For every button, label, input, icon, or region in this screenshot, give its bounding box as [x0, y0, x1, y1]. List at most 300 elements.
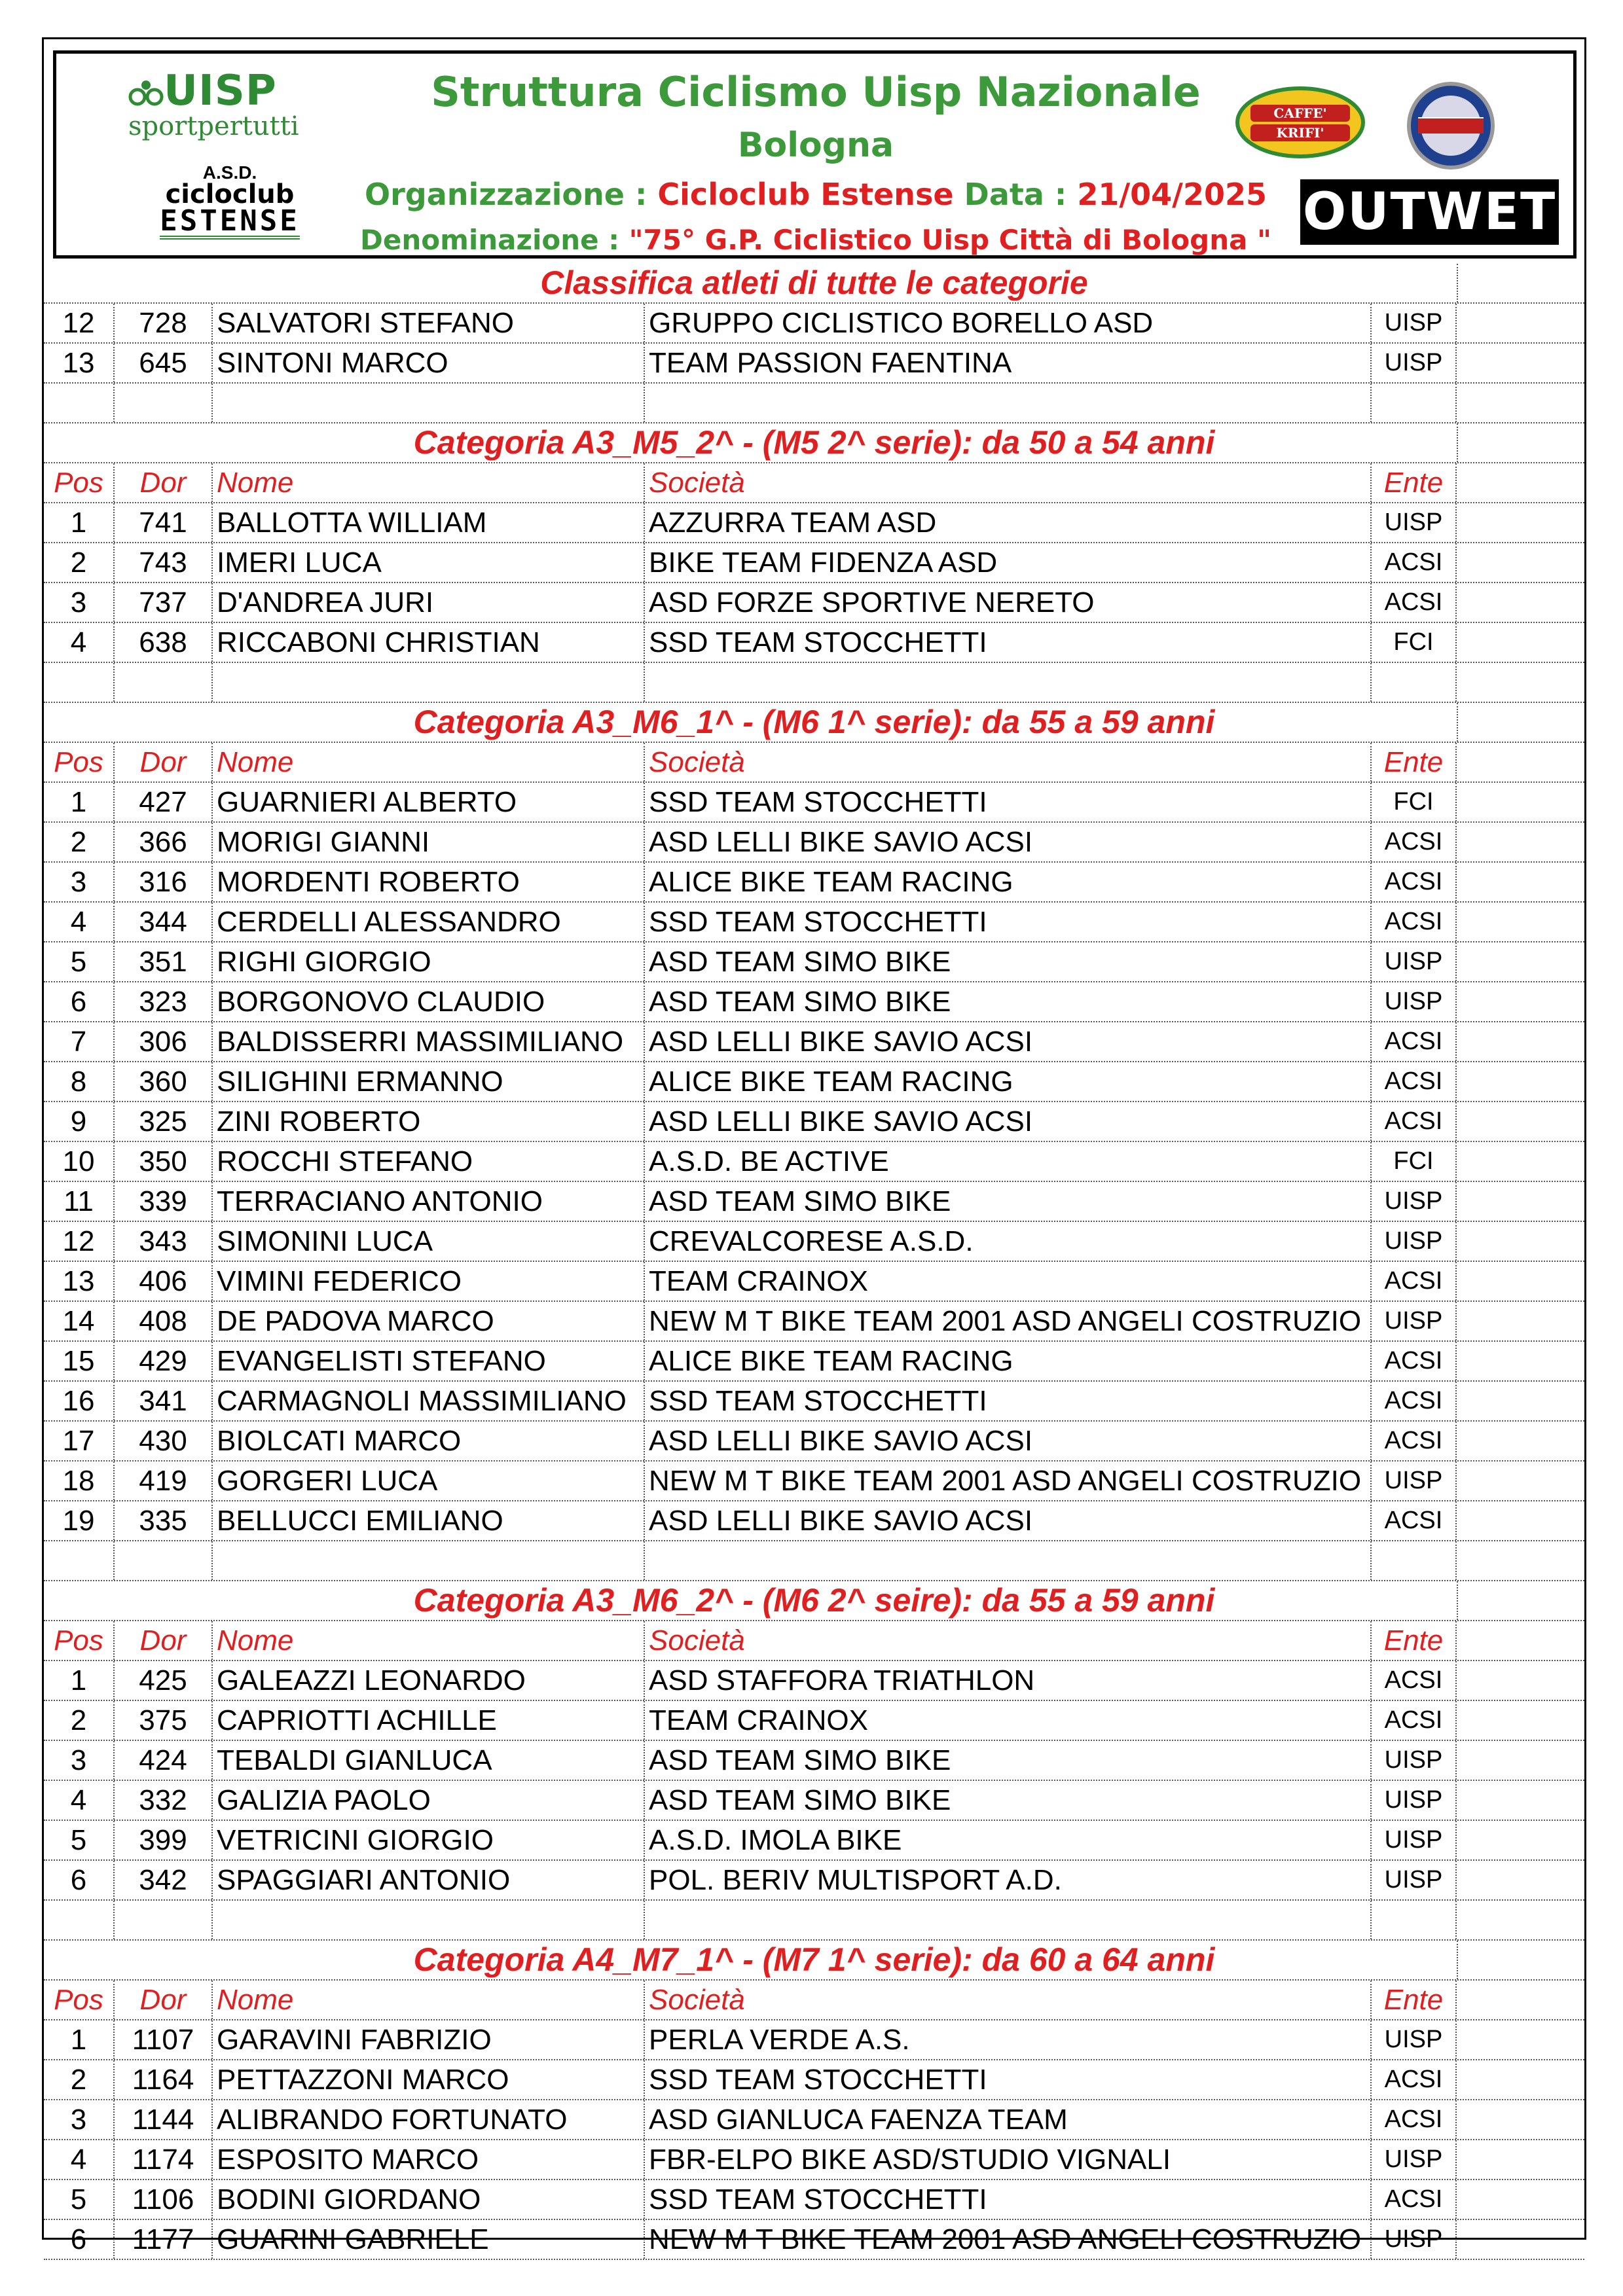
- cell-position: 3: [44, 863, 115, 901]
- result-row: [44, 1182, 1584, 1222]
- cell-blank: [1457, 503, 1584, 542]
- cell-position: 13: [44, 344, 115, 382]
- cell-bib-number: 645: [115, 344, 213, 382]
- cell-athlete-name: ROCCHI STEFANO: [213, 1142, 645, 1181]
- cell-bib-number: 339: [115, 1182, 213, 1221]
- result-row: [44, 1821, 1584, 1861]
- cell-ente: UISP: [1372, 344, 1457, 382]
- cell-ente: UISP: [1372, 2220, 1457, 2259]
- cell-position: [44, 663, 115, 702]
- cell-athlete-name: [213, 663, 645, 702]
- cell-bib-number: 375: [115, 1701, 213, 1740]
- cell-position: [44, 384, 115, 422]
- cell-society: GRUPPO CICLISTICO BORELLO ASD: [645, 304, 1372, 342]
- cell-blank: [1457, 982, 1584, 1021]
- header-cell-bib-number: Dor: [115, 1981, 213, 2019]
- cell-bib-number: 741: [115, 503, 213, 542]
- cell-position: 2: [44, 543, 115, 582]
- cell-athlete-name: BALDISSERRI MASSIMILIANO: [213, 1022, 645, 1061]
- category-row-divider: [44, 423, 1458, 462]
- cell-ente: ACSI: [1372, 583, 1457, 622]
- cell-society: [645, 1541, 1372, 1580]
- date-label: Data :: [953, 177, 1078, 212]
- header-cell-athlete-name: Nome: [213, 1621, 645, 1660]
- cell-ente: UISP: [1372, 2140, 1457, 2179]
- result-row: [44, 2180, 1584, 2220]
- result-row: [44, 543, 1584, 583]
- header-cell-bib-number: Dor: [115, 463, 213, 502]
- cell-position: 9: [44, 1102, 115, 1141]
- cell-blank: [1457, 543, 1584, 582]
- result-row: [44, 1022, 1584, 1062]
- cell-blank: [1457, 1182, 1584, 1221]
- cell-ente: ACSI: [1372, 2180, 1457, 2219]
- cell-bib-number: 341: [115, 1382, 213, 1420]
- cell-bib-number: [115, 663, 213, 702]
- cell-athlete-name: RICCABONI CHRISTIAN: [213, 623, 645, 662]
- cell-athlete-name: CAPRIOTTI ACHILLE: [213, 1701, 645, 1740]
- cell-ente: ACSI: [1372, 1382, 1457, 1420]
- cell-blank: [1457, 1222, 1584, 1261]
- cell-society: NEW M T BIKE TEAM 2001 ASD ANGELI COSTRUZIO: [645, 2220, 1372, 2259]
- cell-position: 4: [44, 1781, 115, 1820]
- cell-position: 18: [44, 1462, 115, 1500]
- cell-blank: [1457, 1741, 1584, 1780]
- column-header-row: [44, 743, 1584, 783]
- header-cell-ente: Ente: [1372, 463, 1457, 502]
- cell-position: 2: [44, 823, 115, 861]
- category-row-divider: [44, 703, 1458, 742]
- result-row: [44, 823, 1584, 863]
- cell-ente: ACSI: [1372, 1501, 1457, 1540]
- cell-ente: ACSI: [1372, 1701, 1457, 1740]
- cell-bib-number: 350: [115, 1142, 213, 1181]
- caffe-logo-bottom: KRIFI': [1276, 125, 1324, 141]
- cell-athlete-name: BORGONOVO CLAUDIO: [213, 982, 645, 1021]
- cell-blank: [1457, 1541, 1584, 1580]
- cell-bib-number: 306: [115, 1022, 213, 1061]
- category-title-row: [44, 264, 1584, 304]
- cell-athlete-name: MORIGI GIANNI: [213, 823, 645, 861]
- cell-blank: [1457, 623, 1584, 662]
- result-row: [44, 1382, 1584, 1422]
- cell-society: ALICE BIKE TEAM RACING: [645, 1342, 1372, 1380]
- header-cell-society: Società: [645, 1621, 1372, 1660]
- cell-position: 12: [44, 304, 115, 342]
- cell-blank: [1457, 304, 1584, 342]
- cell-bib-number: 332: [115, 1781, 213, 1820]
- cell-blank: [1457, 663, 1584, 702]
- results-table: [44, 264, 1584, 2260]
- cell-ente: ACSI: [1372, 1262, 1457, 1300]
- category-title-row: [44, 1941, 1584, 1981]
- cell-bib-number: [115, 384, 213, 422]
- cell-bib-number: 430: [115, 1422, 213, 1460]
- cell-bib-number: 1174: [115, 2140, 213, 2179]
- cell-ente: ACSI: [1372, 1342, 1457, 1380]
- cell-athlete-name: SIMONINI LUCA: [213, 1222, 645, 1261]
- cell-position: 6: [44, 982, 115, 1021]
- result-row: [44, 1501, 1584, 1541]
- cell-athlete-name: GALIZIA PAOLO: [213, 1781, 645, 1820]
- cell-ente: UISP: [1372, 1821, 1457, 1859]
- cell-society: NEW M T BIKE TEAM 2001 ASD ANGELI COSTRUZIO: [645, 1302, 1372, 1340]
- cell-bib-number: 399: [115, 1821, 213, 1859]
- cell-position: 1: [44, 503, 115, 542]
- category-title: Categoria A3_M6_1^ - (M6 1^ serie): da 55 a 59 anni: [413, 704, 1215, 740]
- cell-bib-number: 1164: [115, 2060, 213, 2099]
- cell-society: TEAM PASSION FAENTINA: [645, 344, 1372, 382]
- cell-ente: UISP: [1372, 1741, 1457, 1780]
- header-cell-bib-number: Dor: [115, 743, 213, 781]
- cell-blank: [1457, 863, 1584, 901]
- cell-society: SSD TEAM STOCCHETTI: [645, 903, 1372, 941]
- cell-bib-number: 424: [115, 1741, 213, 1780]
- result-row: [44, 1222, 1584, 1262]
- cell-blank: [1457, 384, 1584, 422]
- cell-athlete-name: SINTONI MARCO: [213, 344, 645, 382]
- header-denomination-line: [292, 224, 1340, 256]
- cell-ente: ACSI: [1372, 2100, 1457, 2139]
- result-row: [44, 1462, 1584, 1501]
- cell-society: AZZURRA TEAM ASD: [645, 503, 1372, 542]
- header-cell-athlete-name: Nome: [213, 743, 645, 781]
- cell-society: ALICE BIKE TEAM RACING: [645, 1062, 1372, 1101]
- category-title-row: [44, 1581, 1584, 1621]
- category-title: Categoria A3_M6_2^ - (M6 2^ seire): da 55 a 59 anni: [413, 1582, 1215, 1619]
- cell-society: ASD LELLI BIKE SAVIO ACSI: [645, 1422, 1372, 1460]
- cell-blank: [1457, 2100, 1584, 2139]
- cell-ente: ACSI: [1372, 1661, 1457, 1700]
- category-row-divider: [44, 264, 1458, 302]
- cell-athlete-name: BODINI GIORDANO: [213, 2180, 645, 2219]
- cell-athlete-name: GALEAZZI LEONARDO: [213, 1661, 645, 1700]
- cell-ente: ACSI: [1372, 1422, 1457, 1460]
- cell-position: 15: [44, 1342, 115, 1380]
- cell-society: SSD TEAM STOCCHETTI: [645, 2180, 1372, 2219]
- cell-athlete-name: ZINI ROBERTO: [213, 1102, 645, 1141]
- result-row: [44, 1422, 1584, 1462]
- header-cell-society: Società: [645, 463, 1372, 502]
- result-row: [44, 1661, 1584, 1701]
- cell-blank: [1457, 1342, 1584, 1380]
- cell-position: 7: [44, 1022, 115, 1061]
- cell-athlete-name: DE PADOVA MARCO: [213, 1302, 645, 1340]
- cell-society: ASD LELLI BIKE SAVIO ACSI: [645, 823, 1372, 861]
- cell-athlete-name: ESPOSITO MARCO: [213, 2140, 645, 2179]
- cell-society: PERLA VERDE A.S.: [645, 2020, 1372, 2059]
- cell-position: 4: [44, 2140, 115, 2179]
- cell-society: SSD TEAM STOCCHETTI: [645, 1382, 1372, 1420]
- cell-bib-number: 427: [115, 783, 213, 821]
- cell-bib-number: 1144: [115, 2100, 213, 2139]
- cell-athlete-name: EVANGELISTI STEFANO: [213, 1342, 645, 1380]
- cell-ente: ACSI: [1372, 863, 1457, 901]
- column-header-row: [44, 1981, 1584, 2020]
- category-title-row: [44, 703, 1584, 743]
- cell-bib-number: 737: [115, 583, 213, 622]
- cell-position: 3: [44, 2100, 115, 2139]
- cell-ente: UISP: [1372, 1222, 1457, 1261]
- result-row: [44, 583, 1584, 623]
- result-row: [44, 2100, 1584, 2140]
- cell-blank: [1457, 1302, 1584, 1340]
- cell-blank: [1457, 1501, 1584, 1540]
- cell-blank: [1457, 1142, 1584, 1181]
- column-header-row: [44, 463, 1584, 503]
- cell-ente: UISP: [1372, 1861, 1457, 1899]
- cell-society: SSD TEAM STOCCHETTI: [645, 2060, 1372, 2099]
- cell-position: 1: [44, 2020, 115, 2059]
- asd-logo-line1: A.S.D.: [202, 162, 257, 183]
- cell-position: [44, 1541, 115, 1580]
- cell-ente: ACSI: [1372, 2060, 1457, 2099]
- cell-ente: ACSI: [1372, 1022, 1457, 1061]
- uisp-bicycle-icon: [128, 79, 164, 107]
- cell-society: ASD TEAM SIMO BIKE: [645, 1781, 1372, 1820]
- cell-position: 16: [44, 1382, 115, 1420]
- empty-spacer-row: [44, 1541, 1584, 1581]
- category-section: [44, 1581, 1584, 1941]
- cell-society: [645, 663, 1372, 702]
- cell-society: ASD LELLI BIKE SAVIO ACSI: [645, 1102, 1372, 1141]
- empty-spacer-row: [44, 384, 1584, 423]
- cell-athlete-name: MORDENTI ROBERTO: [213, 863, 645, 901]
- cell-ente: [1372, 1901, 1457, 1939]
- header-cell-athlete-name: Nome: [213, 463, 645, 502]
- cell-bib-number: 429: [115, 1342, 213, 1380]
- cell-ente: UISP: [1372, 1182, 1457, 1221]
- cell-bib-number: 335: [115, 1501, 213, 1540]
- header-cell-ente: Ente: [1372, 1981, 1457, 2019]
- header-cell-ente: Ente: [1372, 743, 1457, 781]
- result-row: [44, 982, 1584, 1022]
- cell-blank: [1457, 2060, 1584, 2099]
- empty-spacer-row: [44, 663, 1584, 703]
- org-value: Cicloclub Estense: [657, 177, 954, 212]
- result-row: [44, 863, 1584, 903]
- cell-ente: UISP: [1372, 503, 1457, 542]
- cell-blank: [1457, 2220, 1584, 2259]
- result-row: [44, 1701, 1584, 1741]
- cell-athlete-name: [213, 1541, 645, 1580]
- cell-athlete-name: GUARINI GABRIELE: [213, 2220, 645, 2259]
- cell-athlete-name: GUARNIERI ALBERTO: [213, 783, 645, 821]
- cell-athlete-name: CERDELLI ALESSANDRO: [213, 903, 645, 941]
- result-row: [44, 2020, 1584, 2060]
- cell-athlete-name: ALIBRANDO FORTUNATO: [213, 2100, 645, 2139]
- cell-position: 3: [44, 583, 115, 622]
- category-title: Classifica atleti di tutte le categorie: [540, 264, 1088, 301]
- cell-bib-number: 344: [115, 903, 213, 941]
- cell-blank: [1457, 1901, 1584, 1939]
- result-row: [44, 1062, 1584, 1102]
- results-sheet: [42, 37, 1586, 2255]
- header-cell-position: Pos: [44, 463, 115, 502]
- cell-society: BIKE TEAM FIDENZA ASD: [645, 543, 1372, 582]
- cell-bib-number: 743: [115, 543, 213, 582]
- column-header-row: [44, 1621, 1584, 1661]
- cell-society: ASD TEAM SIMO BIKE: [645, 1182, 1372, 1221]
- caffe-logo-top: CAFFE': [1273, 105, 1327, 121]
- result-row: [44, 1262, 1584, 1302]
- cell-bib-number: 351: [115, 942, 213, 981]
- cell-society: SSD TEAM STOCCHETTI: [645, 623, 1372, 662]
- cell-blank: [1457, 2020, 1584, 2059]
- cell-bib-number: 1177: [115, 2220, 213, 2259]
- cell-position: 6: [44, 1861, 115, 1899]
- cell-society: FBR-ELPO BIKE ASD/STUDIO VIGNALI: [645, 2140, 1372, 2179]
- cell-bib-number: 1107: [115, 2020, 213, 2059]
- result-row: [44, 1861, 1584, 1901]
- cell-society: A.S.D. IMOLA BIKE: [645, 1821, 1372, 1859]
- header-cell-society: Società: [645, 1981, 1372, 2019]
- cell-blank: [1457, 743, 1584, 781]
- document-header: [53, 50, 1577, 259]
- cell-position: 10: [44, 1142, 115, 1181]
- cell-ente: ACSI: [1372, 823, 1457, 861]
- cell-blank: [1457, 1701, 1584, 1740]
- category-row-divider: [44, 1941, 1458, 1979]
- category-row-divider: [44, 1581, 1458, 1620]
- cell-ente: ACSI: [1372, 903, 1457, 941]
- cell-position: 17: [44, 1422, 115, 1460]
- cell-ente: [1372, 1541, 1457, 1580]
- cell-society: NEW M T BIKE TEAM 2001 ASD ANGELI COSTRUZIO: [645, 1462, 1372, 1500]
- cell-position: 12: [44, 1222, 115, 1261]
- cicloclub-estense-logo: [155, 164, 305, 240]
- cell-athlete-name: SPAGGIARI ANTONIO: [213, 1861, 645, 1899]
- cell-bib-number: 316: [115, 863, 213, 901]
- cell-athlete-name: GORGERI LUCA: [213, 1462, 645, 1500]
- cell-bib-number: 360: [115, 1062, 213, 1101]
- cell-ente: FCI: [1372, 623, 1457, 662]
- result-row: [44, 344, 1584, 384]
- cell-bib-number: 1106: [115, 2180, 213, 2219]
- cell-blank: [1457, 1422, 1584, 1460]
- cell-blank: [1457, 2180, 1584, 2219]
- result-row: [44, 304, 1584, 344]
- category-section: [44, 1941, 1584, 2260]
- result-row: [44, 503, 1584, 543]
- cell-position: 5: [44, 2180, 115, 2219]
- cell-blank: [1457, 344, 1584, 382]
- header-cell-position: Pos: [44, 743, 115, 781]
- uisp-logo: [128, 67, 312, 141]
- cell-ente: ACSI: [1372, 1102, 1457, 1141]
- cell-athlete-name: IMERI LUCA: [213, 543, 645, 582]
- cell-society: SSD TEAM STOCCHETTI: [645, 783, 1372, 821]
- cell-position: 14: [44, 1302, 115, 1340]
- result-row: [44, 1342, 1584, 1382]
- cell-position: 5: [44, 1821, 115, 1859]
- cell-society: A.S.D. BE ACTIVE: [645, 1142, 1372, 1181]
- cell-society: ASD LELLI BIKE SAVIO ACSI: [645, 1022, 1372, 1061]
- cell-bib-number: 638: [115, 623, 213, 662]
- cell-athlete-name: SALVATORI STEFANO: [213, 304, 645, 342]
- cell-athlete-name: BELLUCCI EMILIANO: [213, 1501, 645, 1540]
- cell-blank: [1457, 1022, 1584, 1061]
- cell-bib-number: 406: [115, 1262, 213, 1300]
- result-row: [44, 1781, 1584, 1821]
- cell-bib-number: 325: [115, 1102, 213, 1141]
- cell-athlete-name: [213, 1901, 645, 1939]
- result-row: [44, 2060, 1584, 2100]
- cell-athlete-name: SILIGHINI ERMANNO: [213, 1062, 645, 1101]
- cell-blank: [1457, 1102, 1584, 1141]
- cell-blank: [1457, 1821, 1584, 1859]
- cell-position: 1: [44, 783, 115, 821]
- asd-logo-line2: cicloclub: [165, 179, 295, 209]
- uisp-logo-brand: UISP: [164, 67, 277, 115]
- header-cell-athlete-name: Nome: [213, 1981, 645, 2019]
- cell-blank: [1457, 1062, 1584, 1101]
- cell-position: 4: [44, 623, 115, 662]
- cell-society: ASD TEAM SIMO BIKE: [645, 1741, 1372, 1780]
- cell-position: 6: [44, 2220, 115, 2259]
- cell-blank: [1457, 1861, 1584, 1899]
- result-row: [44, 2220, 1584, 2260]
- cell-blank: [1457, 1981, 1584, 2019]
- cell-athlete-name: [213, 384, 645, 422]
- cell-bib-number: 366: [115, 823, 213, 861]
- cell-blank: [1457, 942, 1584, 981]
- cell-athlete-name: VIMINI FEDERICO: [213, 1262, 645, 1300]
- header-cell-position: Pos: [44, 1981, 115, 2019]
- category-title: Categoria A3_M5_2^ - (M5 2^ serie): da 50 a 54 anni: [413, 424, 1215, 461]
- cell-blank: [1457, 903, 1584, 941]
- result-row: [44, 1102, 1584, 1142]
- result-row: [44, 1142, 1584, 1182]
- uisp-logo-tagline: sportpertutti: [128, 111, 299, 141]
- cell-bib-number: 323: [115, 982, 213, 1021]
- cell-position: [44, 1901, 115, 1939]
- cell-ente: [1372, 663, 1457, 702]
- cell-ente: FCI: [1372, 783, 1457, 821]
- cell-position: 8: [44, 1062, 115, 1101]
- header-cell-position: Pos: [44, 1621, 115, 1660]
- org-label: Organizzazione :: [365, 177, 658, 212]
- cell-bib-number: [115, 1901, 213, 1939]
- cell-bib-number: 343: [115, 1222, 213, 1261]
- cell-position: 1: [44, 1661, 115, 1700]
- cell-ente: ACSI: [1372, 543, 1457, 582]
- cell-athlete-name: BIOLCATI MARCO: [213, 1422, 645, 1460]
- cell-athlete-name: CARMAGNOLI MASSIMILIANO: [213, 1382, 645, 1420]
- cell-blank: [1457, 1462, 1584, 1500]
- cell-position: 2: [44, 1701, 115, 1740]
- cell-position: 2: [44, 2060, 115, 2099]
- cell-society: ASD LELLI BIKE SAVIO ACSI: [645, 1501, 1372, 1540]
- round-sponsor-logo: [1405, 80, 1497, 175]
- cell-society: [645, 384, 1372, 422]
- category-section: [44, 264, 1584, 423]
- cell-athlete-name: TEBALDI GIANLUCA: [213, 1741, 645, 1780]
- cell-position: 3: [44, 1741, 115, 1780]
- cell-society: TEAM CRAINOX: [645, 1262, 1372, 1300]
- cell-society: TEAM CRAINOX: [645, 1701, 1372, 1740]
- cell-athlete-name: RIGHI GIORGIO: [213, 942, 645, 981]
- cell-blank: [1457, 2140, 1584, 2179]
- cell-blank: [1457, 463, 1584, 502]
- cell-ente: [1372, 384, 1457, 422]
- header-cell-bib-number: Dor: [115, 1621, 213, 1660]
- cell-athlete-name: VETRICINI GIORGIO: [213, 1821, 645, 1859]
- empty-spacer-row: [44, 1901, 1584, 1941]
- result-row: [44, 1741, 1584, 1781]
- cell-position: 19: [44, 1501, 115, 1540]
- cell-blank: [1457, 1781, 1584, 1820]
